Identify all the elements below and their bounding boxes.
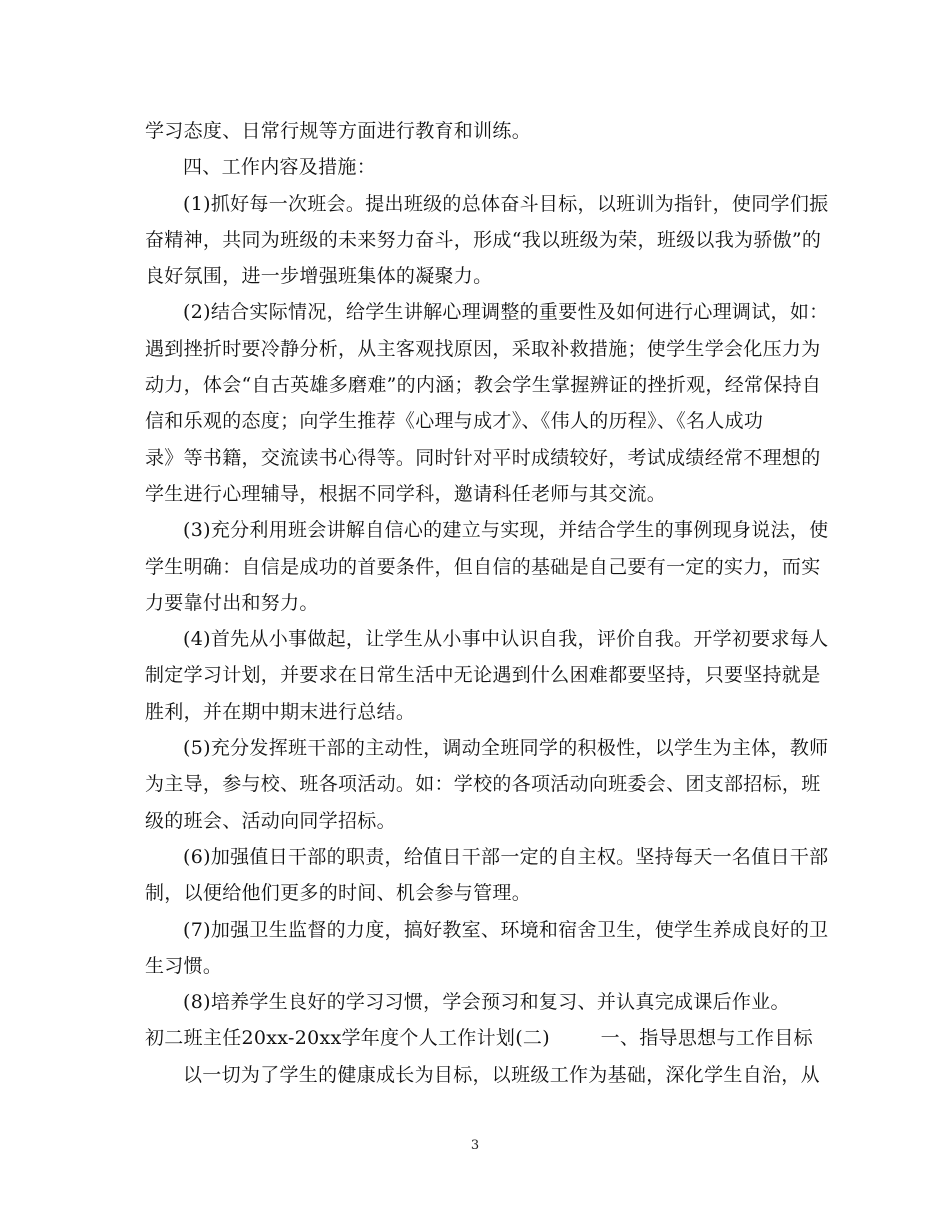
plan-title-line: 初二班主任20xx-20xx学年度个人工作计划(二) 一、指导思想与工作目标 bbox=[145, 1027, 813, 1050]
text-line: 奋精神，共同为班级的未来努力奋斗，形成“我以班级为荣，班级以我为骄傲”的 bbox=[145, 228, 822, 251]
text-line: (8)培养学生良好的学习习惯，学会预习和复习、并认真完成课后作业。 bbox=[183, 991, 790, 1014]
text-line: 力要靠付出和努力。 bbox=[145, 591, 319, 614]
text-line: 生习惯。 bbox=[145, 954, 223, 977]
text-line: 信和乐观的态度；向学生推荐《心理与成才》、《伟人的历程》、《名人成功 bbox=[145, 410, 764, 433]
text-line: (4)首先从小事做起，让学生从小事中认识自我，评价自我。开学初要求每人 bbox=[183, 628, 829, 651]
text-line: 胜利，并在期中期末进行总结。 bbox=[145, 700, 416, 723]
text-line: 学习态度、日常行规等方面进行教育和训练。 bbox=[145, 120, 532, 142]
text-line: 学生进行心理辅导，根据不同学科，邀请科任老师与其交流。 bbox=[145, 482, 667, 505]
text-line: (5)充分发挥班干部的主动性，调动全班同学的积极性，以学生为主体，教师 bbox=[183, 737, 829, 760]
text-line: 制定学习计划，并要求在日常生活中无论遇到什么困难都要坚持，只要坚持就是 bbox=[145, 664, 821, 687]
text-line: 录》等书籍，交流读书心得等。同时针对平时成绩较好，考试成绩经常不理想的 bbox=[145, 446, 821, 469]
text-line: 学生明确：自信是成功的首要条件，但自信的基础是自己要有一定的实力，而实 bbox=[145, 555, 821, 578]
text-line: (1)抓好每一次班会。提出班级的总体奋斗目标，以班训为指针，使同学们振 bbox=[183, 192, 829, 215]
text-line: 遇到挫折时要冷静分析，从主客观找原因，采取补救措施；使学生学会化压力为 bbox=[145, 337, 821, 360]
text-line: 以一切为了学生的健康成长为目标，以班级工作为基础，深化学生自治，从 bbox=[183, 1063, 820, 1086]
text-line: 为主导，参与校、班各项活动。如：学校的各项活动向班委会、团支部招标，班 bbox=[145, 773, 821, 796]
document-body bbox=[145, 113, 829, 1093]
text-line: 级的班会、活动向同学招标。 bbox=[145, 809, 396, 832]
text-line: 制，以便给他们更多的时间、机会参与管理。 bbox=[145, 882, 532, 905]
text-line: 良好氛围，进一步增强班集体的凝聚力。 bbox=[145, 265, 493, 288]
section-heading: 四、工作内容及措施： bbox=[183, 156, 377, 179]
text-line: (7)加强卫生监督的力度，搞好教室、环境和宿舍卫生，使学生养成良好的卫 bbox=[183, 918, 829, 941]
text-line: (2)结合实际情况，给学生讲解心理调整的重要性及如何进行心理调试，如： bbox=[183, 301, 829, 324]
text-line: 动力，体会“自古英雄多磨难”的内涵；教会学生掌握辨证的挫折观，经常保持自 bbox=[145, 374, 822, 397]
text-line: (6)加强值日干部的职责，给值日干部一定的自主权。坚持每天一名值日干部 bbox=[183, 845, 829, 868]
text-line: (3)充分利用班会讲解自信心的建立与实现，并结合学生的事例现身说法，使 bbox=[183, 519, 829, 542]
page-number: 3 bbox=[470, 1138, 480, 1153]
